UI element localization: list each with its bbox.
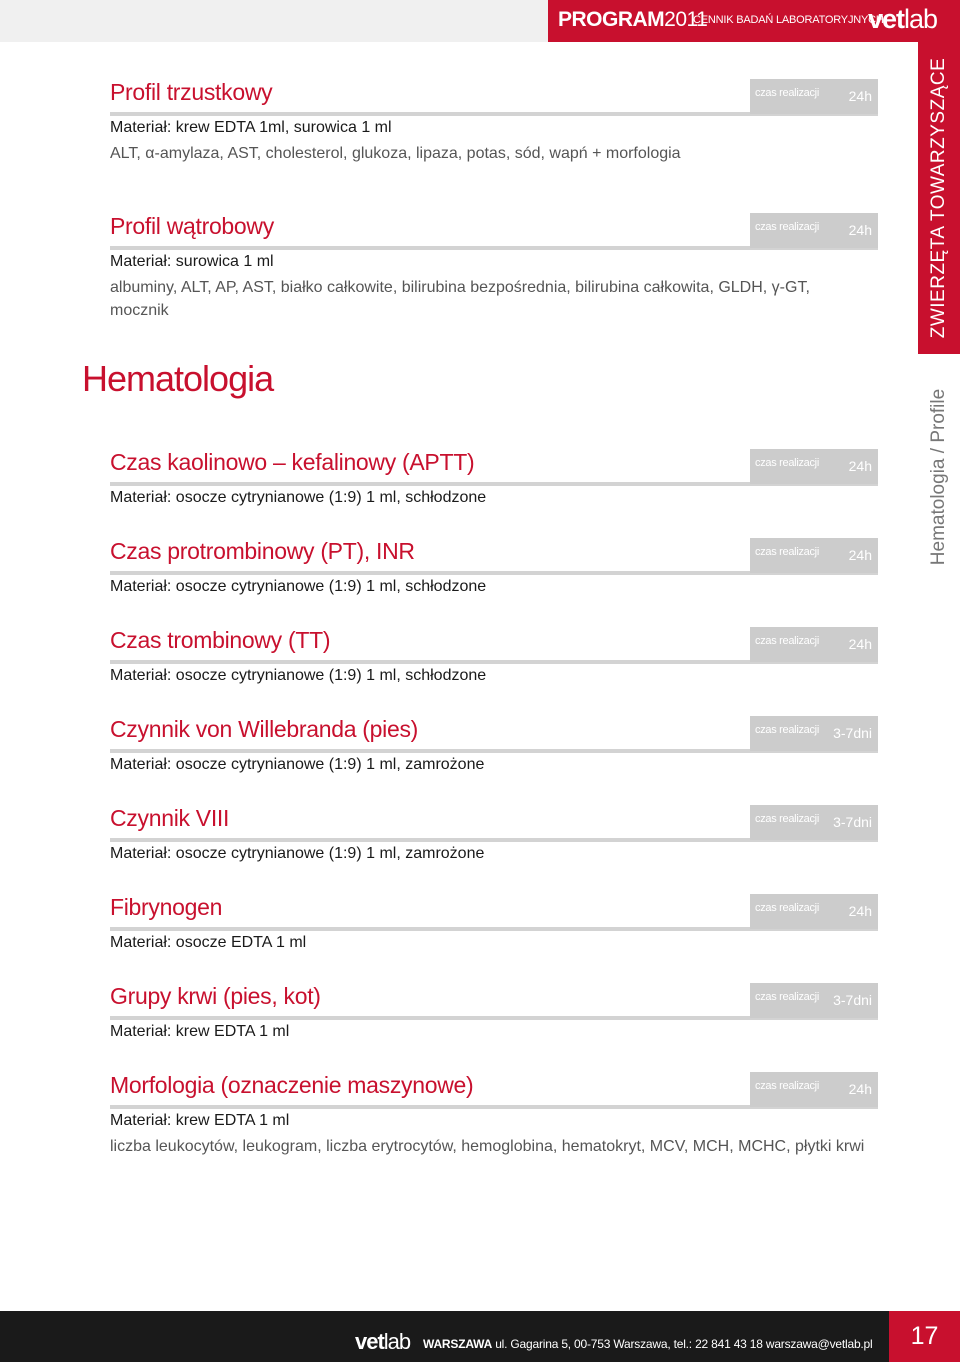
material-text: Materiał: surowica 1 ml [110, 253, 274, 270]
turnaround-label: czas realizacji [755, 813, 819, 825]
turnaround-time: 3-7dni [833, 814, 872, 830]
test-details: liczba leukocytów, leukogram, liczba erytrocytów, hemoglobina, hematokryt, MCV, MCH, MCHC, płytki krwi [110, 1138, 865, 1155]
turnaround-box [750, 538, 878, 573]
turnaround-time: 24h [848, 903, 872, 919]
test-title: Profil wątrobowy [110, 213, 274, 239]
test-details: ALT, α-amylaza, AST, cholesterol, glukoza, lipaza, potas, sód, wapń + morfologia [110, 145, 681, 162]
turnaround-box [750, 716, 878, 751]
turnaround-time: 24h [848, 88, 872, 104]
subsection-tab-label: Hematologia / Profile [928, 388, 949, 566]
material-text: Materiał: osocze cytrynianowe (1:9) 1 ml, zamrożone [110, 756, 485, 773]
turnaround-label: czas realizacji [755, 635, 819, 647]
turnaround-label: czas realizacji [755, 1080, 819, 1092]
turnaround-label: czas realizacji [755, 991, 819, 1003]
footer-vetlab-logo: vetlab [355, 1329, 411, 1354]
turnaround-time: 24h [848, 547, 872, 563]
page-number: 17 [910, 1322, 939, 1350]
turnaround-label: czas realizacji [755, 457, 819, 469]
test-title: Fibrynogen [110, 894, 223, 920]
turnaround-box [750, 894, 878, 929]
test-title: Czas protrombinowy (PT), INR [110, 538, 415, 564]
turnaround-time: 3-7dni [833, 992, 872, 1008]
material-text: Materiał: osocze EDTA 1 ml [110, 934, 307, 951]
turnaround-label: czas realizacji [755, 221, 819, 233]
turnaround-box [750, 213, 878, 248]
test-title: Czas kaolinowo – kefalinowy (APTT) [110, 449, 475, 475]
header-subtitle: CENNIK BADAŃ LABORATORYJNYCH [693, 14, 884, 26]
page-header [0, 0, 960, 42]
turnaround-box [750, 449, 878, 484]
turnaround-time: 24h [848, 1081, 872, 1097]
turnaround-box [750, 627, 878, 662]
turnaround-label: czas realizacji [755, 902, 819, 914]
turnaround-time: 3-7dni [833, 725, 872, 741]
material-text: Materiał: krew EDTA 1 ml [110, 1112, 290, 1129]
test-title: Czynnik von Willebranda (pies) [110, 716, 419, 742]
material-text: Materiał: osocze cytrynianowe (1:9) 1 ml, zamrożone [110, 845, 485, 862]
section-tab-label: ZWIERZĘTA TOWARZYSZĄCE [928, 57, 949, 339]
material-text: Materiał: krew EDTA 1ml, surowica 1 ml [110, 119, 392, 136]
turnaround-box [750, 1072, 878, 1107]
material-text: Materiał: osocze cytrynianowe (1:9) 1 ml, schłodzone [110, 667, 487, 684]
test-title: Czas trombinowy (TT) [110, 627, 331, 653]
material-text: Materiał: osocze cytrynianowe (1:9) 1 ml, schłodzone [110, 578, 487, 595]
turnaround-box [750, 983, 878, 1018]
turnaround-label: czas realizacji [755, 87, 819, 99]
page-number-box [889, 1311, 960, 1362]
turnaround-time: 24h [848, 458, 872, 474]
turnaround-time: 24h [848, 636, 872, 652]
footer-address: WARSZAWA ul. Gagarina 5, 00-753 Warszawa, tel.: 22 841 43 18 warszawa@vetlab.pl [423, 1337, 873, 1351]
test-title: Czynnik VIII [110, 805, 230, 831]
turnaround-label: czas realizacji [755, 724, 819, 736]
turnaround-label: czas realizacji [755, 546, 819, 558]
material-text: Materiał: osocze cytrynianowe (1:9) 1 ml, schłodzone [110, 489, 487, 506]
material-text: Materiał: krew EDTA 1 ml [110, 1023, 290, 1040]
test-details: albuminy, ALT, AP, AST, białko całkowite, bilirubina bezpośrednia, bilirubina całkowita, GLDH, γ-GT, mocznik [110, 279, 810, 319]
turnaround-box [750, 805, 878, 840]
section-title: Hematologia [82, 358, 274, 399]
vetlab-logo: vetlab [868, 4, 938, 34]
test-title: Grupy krwi (pies, kot) [110, 983, 321, 1009]
turnaround-box [750, 79, 878, 114]
program-title: PROGRAM2011 [558, 8, 708, 31]
header-gray-band [0, 0, 548, 42]
turnaround-time: 24h [848, 222, 872, 238]
test-title: Morfologia (oznaczenie maszynowe) [110, 1072, 474, 1098]
test-title: Profil trzustkowy [110, 79, 273, 105]
